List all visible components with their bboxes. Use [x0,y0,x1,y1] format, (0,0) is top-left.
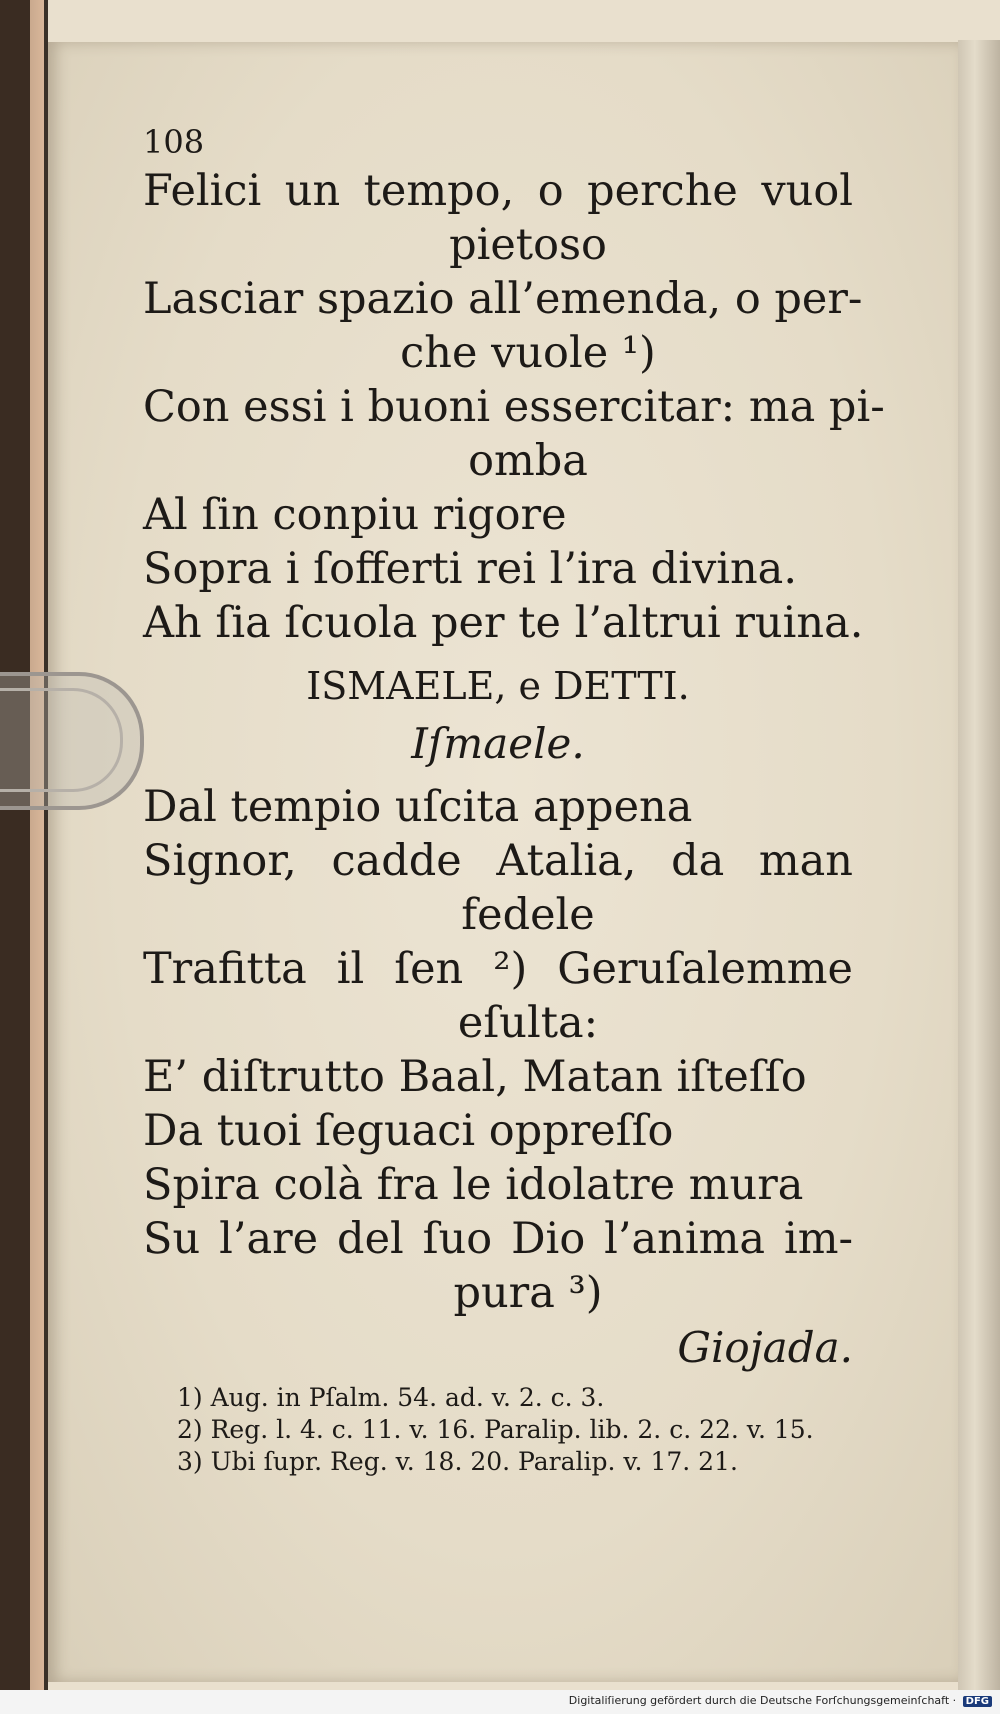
verse-line: Trafitta il ſen ²) Geruſalemme [143,944,853,994]
verse-line: Con essi i buoni essercitar: ma pi- [143,382,885,432]
verse-block-bottom [143,780,853,1320]
paper-clip-inner [0,688,123,792]
page-edge [958,40,1000,1690]
verse-line: omba [468,436,588,486]
verse-line: Su l’are del ſuo Dio l’anima im- [143,1214,853,1264]
verse-line: eſulta: [457,998,599,1048]
verse-line: Spira colà fra le idolatre mura [143,1160,804,1210]
speaker-name: Iſmaele. [411,719,585,768]
scene-heading: ISMAELE, e DETTI. [306,664,690,708]
verse-line: pietoso [449,220,607,270]
credit-text: Digitaliſierung gefördert durch die Deutsche Forſchungsgemeinſchaft [568,1694,950,1707]
verse-line: Dal tempio uſcita appena [143,782,693,832]
verse-block-top [143,164,885,650]
verse-line: Al ſin conpiu rigore [143,490,567,540]
verse-line: Da tuoi ſeguaci oppreſſo [143,1106,674,1156]
verse-line: Lasciar spazio all’emenda, o per- [143,274,863,324]
dfg-logo: DFG [963,1696,992,1707]
page-number: 108 [143,123,205,161]
verse-line: Sopra i ſofferti rei l’ira divina. [143,544,797,594]
verse-line: E’ diſtrutto Baal, Matan iſteſſo [143,1052,807,1102]
verse-line: che vuole ¹) [400,328,656,378]
next-speaker: Giojada. [677,1323,853,1372]
verse-line: Felici un tempo, o perche vuol [143,166,853,216]
footnote: 3) Ubi ſupr. Reg. v. 18. 20. Paralip. v. 17. 21. [177,1447,738,1476]
digitization-credit: Digitaliſierung gefördert durch die Deutsche Forſchungsgemeinſchaft · DFG [569,1694,992,1707]
verse-line: Signor, cadde Atalia, da man [143,836,853,886]
verse-line: fedele [461,890,595,940]
footnote: 2) Reg. l. 4. c. 11. v. 16. Paralip. lib. 2. c. 22. v. 15. [177,1415,814,1444]
footnote: 1) Aug. in Pſalm. 54. ad. v. 2. c. 3. [177,1383,605,1412]
footnotes [143,1382,853,1478]
verse-line: Ah ſia ſcuola per te l’altrui ruina. [143,598,864,648]
verse-line: pura ³) [453,1268,603,1318]
page-text [143,122,885,1478]
